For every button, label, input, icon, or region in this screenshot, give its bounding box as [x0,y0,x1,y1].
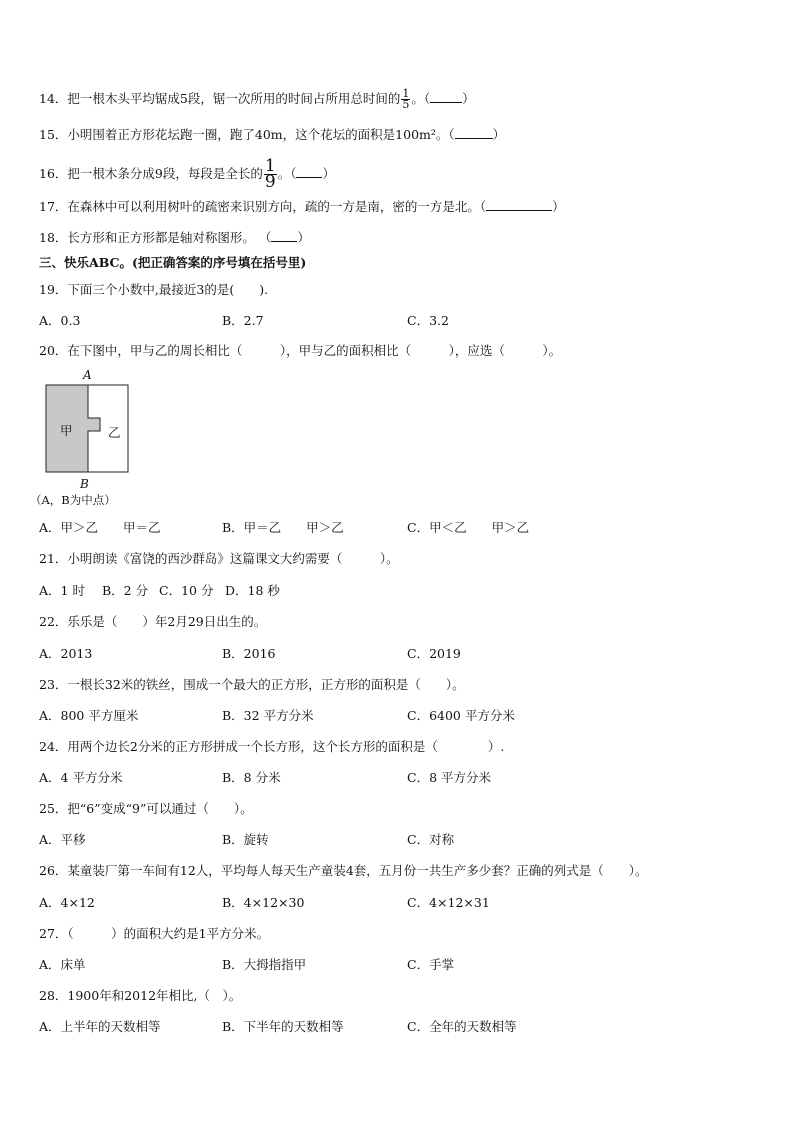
option-c[interactable]: C．10 分 [159,583,214,598]
answer-blank[interactable] [486,198,552,211]
option-a[interactable]: A．2013 [39,646,93,661]
option-b[interactable]: B．2016 [222,646,276,661]
question-15: 15．小明围着正方形花坛跑一圈，跑了40m，这个花坛的面积是100m²。（ ） [39,127,506,142]
option-b[interactable]: B．2 分 [102,583,149,598]
option-c[interactable]: C．全年的天数相等 [407,1019,517,1034]
option-c[interactable]: C．手掌 [407,957,455,972]
option-a[interactable]: A．0.3 [39,313,81,328]
option-b[interactable]: B．旋转 [222,832,269,847]
question-14-text: 14．把一根木头平均锯成5段，锯一次所用的时间占所用总时间的 [39,91,401,106]
fraction-1-9: $\frac{1}{9}$ [264,156,276,192]
option-b[interactable]: B．甲＝乙 甲＞乙 [222,520,344,535]
question-19-stem: 19．下面三个小数中,最接近3的是( ). [39,282,269,297]
section-heading: 三、快乐ABC。(把正确答案的序号填在括号里) [39,255,307,270]
option-d[interactable]: D．18 秒 [225,583,280,598]
question-26-stem: 26．某童装厂第一车间有12人，平均每人每天生产童装4套，五月份一共生产多少套？正确的列式是（ ）。 [39,863,648,878]
fraction-1-5: $\frac{1}{5}$ [402,87,410,111]
point-a-label: A [83,368,92,382]
option-a[interactable]: A．800 平方厘米 [39,708,139,723]
option-a[interactable]: A．4 平方分米 [39,770,123,785]
option-c[interactable]: C．4×12×31 [407,895,490,910]
option-c[interactable]: C．8 平方分米 [407,770,491,785]
option-a[interactable]: A．甲＞乙 甲＝乙 [39,520,161,535]
question-16-text: 16．把一根木条分成9段，每段是全长的 [39,166,263,181]
option-b[interactable]: B．2.7 [222,313,264,328]
question-25-stem: 25．把“6”变成“9”可以通过（ ）。 [39,801,253,816]
option-b[interactable]: B．32 平方分米 [222,708,314,723]
question-27-stem: 27．（ ）的面积大约是1平方分米。 [39,926,270,941]
option-b[interactable]: B．4×12×30 [222,895,305,910]
question-28-stem: 28．1900年和2012年相比,（ ）。 [39,988,242,1003]
option-c[interactable]: C．对称 [407,832,455,847]
q20-figure [30,368,150,508]
question-23-stem: 23．一根长32米的铁丝，围成一个最大的正方形，正方形的面积是（ ）。 [39,677,465,692]
question-24-stem: 24．用两个边长2分米的正方形拼成一个长方形，这个长方形的面积是（ ）. [39,739,505,754]
option-c[interactable]: C．甲＜乙 甲＞乙 [407,520,530,535]
option-a[interactable]: A．平移 [39,832,86,847]
option-a[interactable]: A．4×12 [39,895,95,910]
option-b[interactable]: B．大拇指指甲 [222,957,307,972]
option-b[interactable]: B．8 分米 [222,770,281,785]
question-16: 16．把一根木条分成9段，每段是全长的 $\frac{1}{9}$ 。（ ） [39,156,335,192]
option-b[interactable]: B．下半年的天数相等 [222,1019,344,1034]
region-jia-label: 甲 [60,423,73,438]
question-17-text: 17．在森林中可以利用树叶的疏密来识别方向，疏的一方是南，密的一方是北。（ [39,199,487,214]
option-a[interactable]: A．床单 [39,957,86,972]
question-18: 18．长方形和正方形都是轴对称图形。 （ ） [39,230,310,245]
question-18-text: 18．长方形和正方形都是轴对称图形。 （ [39,230,272,245]
figure-note: （A，B为中点） [30,493,116,507]
option-a[interactable]: A．上半年的天数相等 [39,1019,161,1034]
option-a[interactable]: A．1 时 [39,583,85,598]
answer-blank[interactable] [271,229,297,242]
question-20-stem: 20．在下图中，甲与乙的周长相比（ ），甲与乙的面积相比（ ），应选（ ）。 [39,343,562,358]
option-c[interactable]: C．6400 平方分米 [407,708,515,723]
split-rectangle-diagram [30,368,150,508]
option-c[interactable]: C．3.2 [407,313,449,328]
answer-blank[interactable] [296,165,322,178]
region-yi-label: 乙 [108,425,121,440]
option-c[interactable]: C．2019 [407,646,461,661]
point-b-label: B [80,477,89,491]
question-21-stem: 21．小明朗读《富饶的西沙群岛》这篇课文大约需要（ ）。 [39,551,399,566]
question-15-text: 15．小明围着正方形花坛跑一圈，跑了40m，这个花坛的面积是100m²。（ [39,127,455,142]
question-14: 14．把一根木头平均锯成5段，锯一次所用的时间占所用总时间的 $\frac{1}{5}$ 。（ ） [39,87,475,111]
question-22-stem: 22．乐乐是（ ）年2月29日出生的。 [39,614,267,629]
answer-blank[interactable] [455,126,493,139]
question-17: 17．在森林中可以利用树叶的疏密来识别方向，疏的一方是南，密的一方是北。（ ） [39,199,565,214]
answer-blank[interactable] [430,90,462,103]
